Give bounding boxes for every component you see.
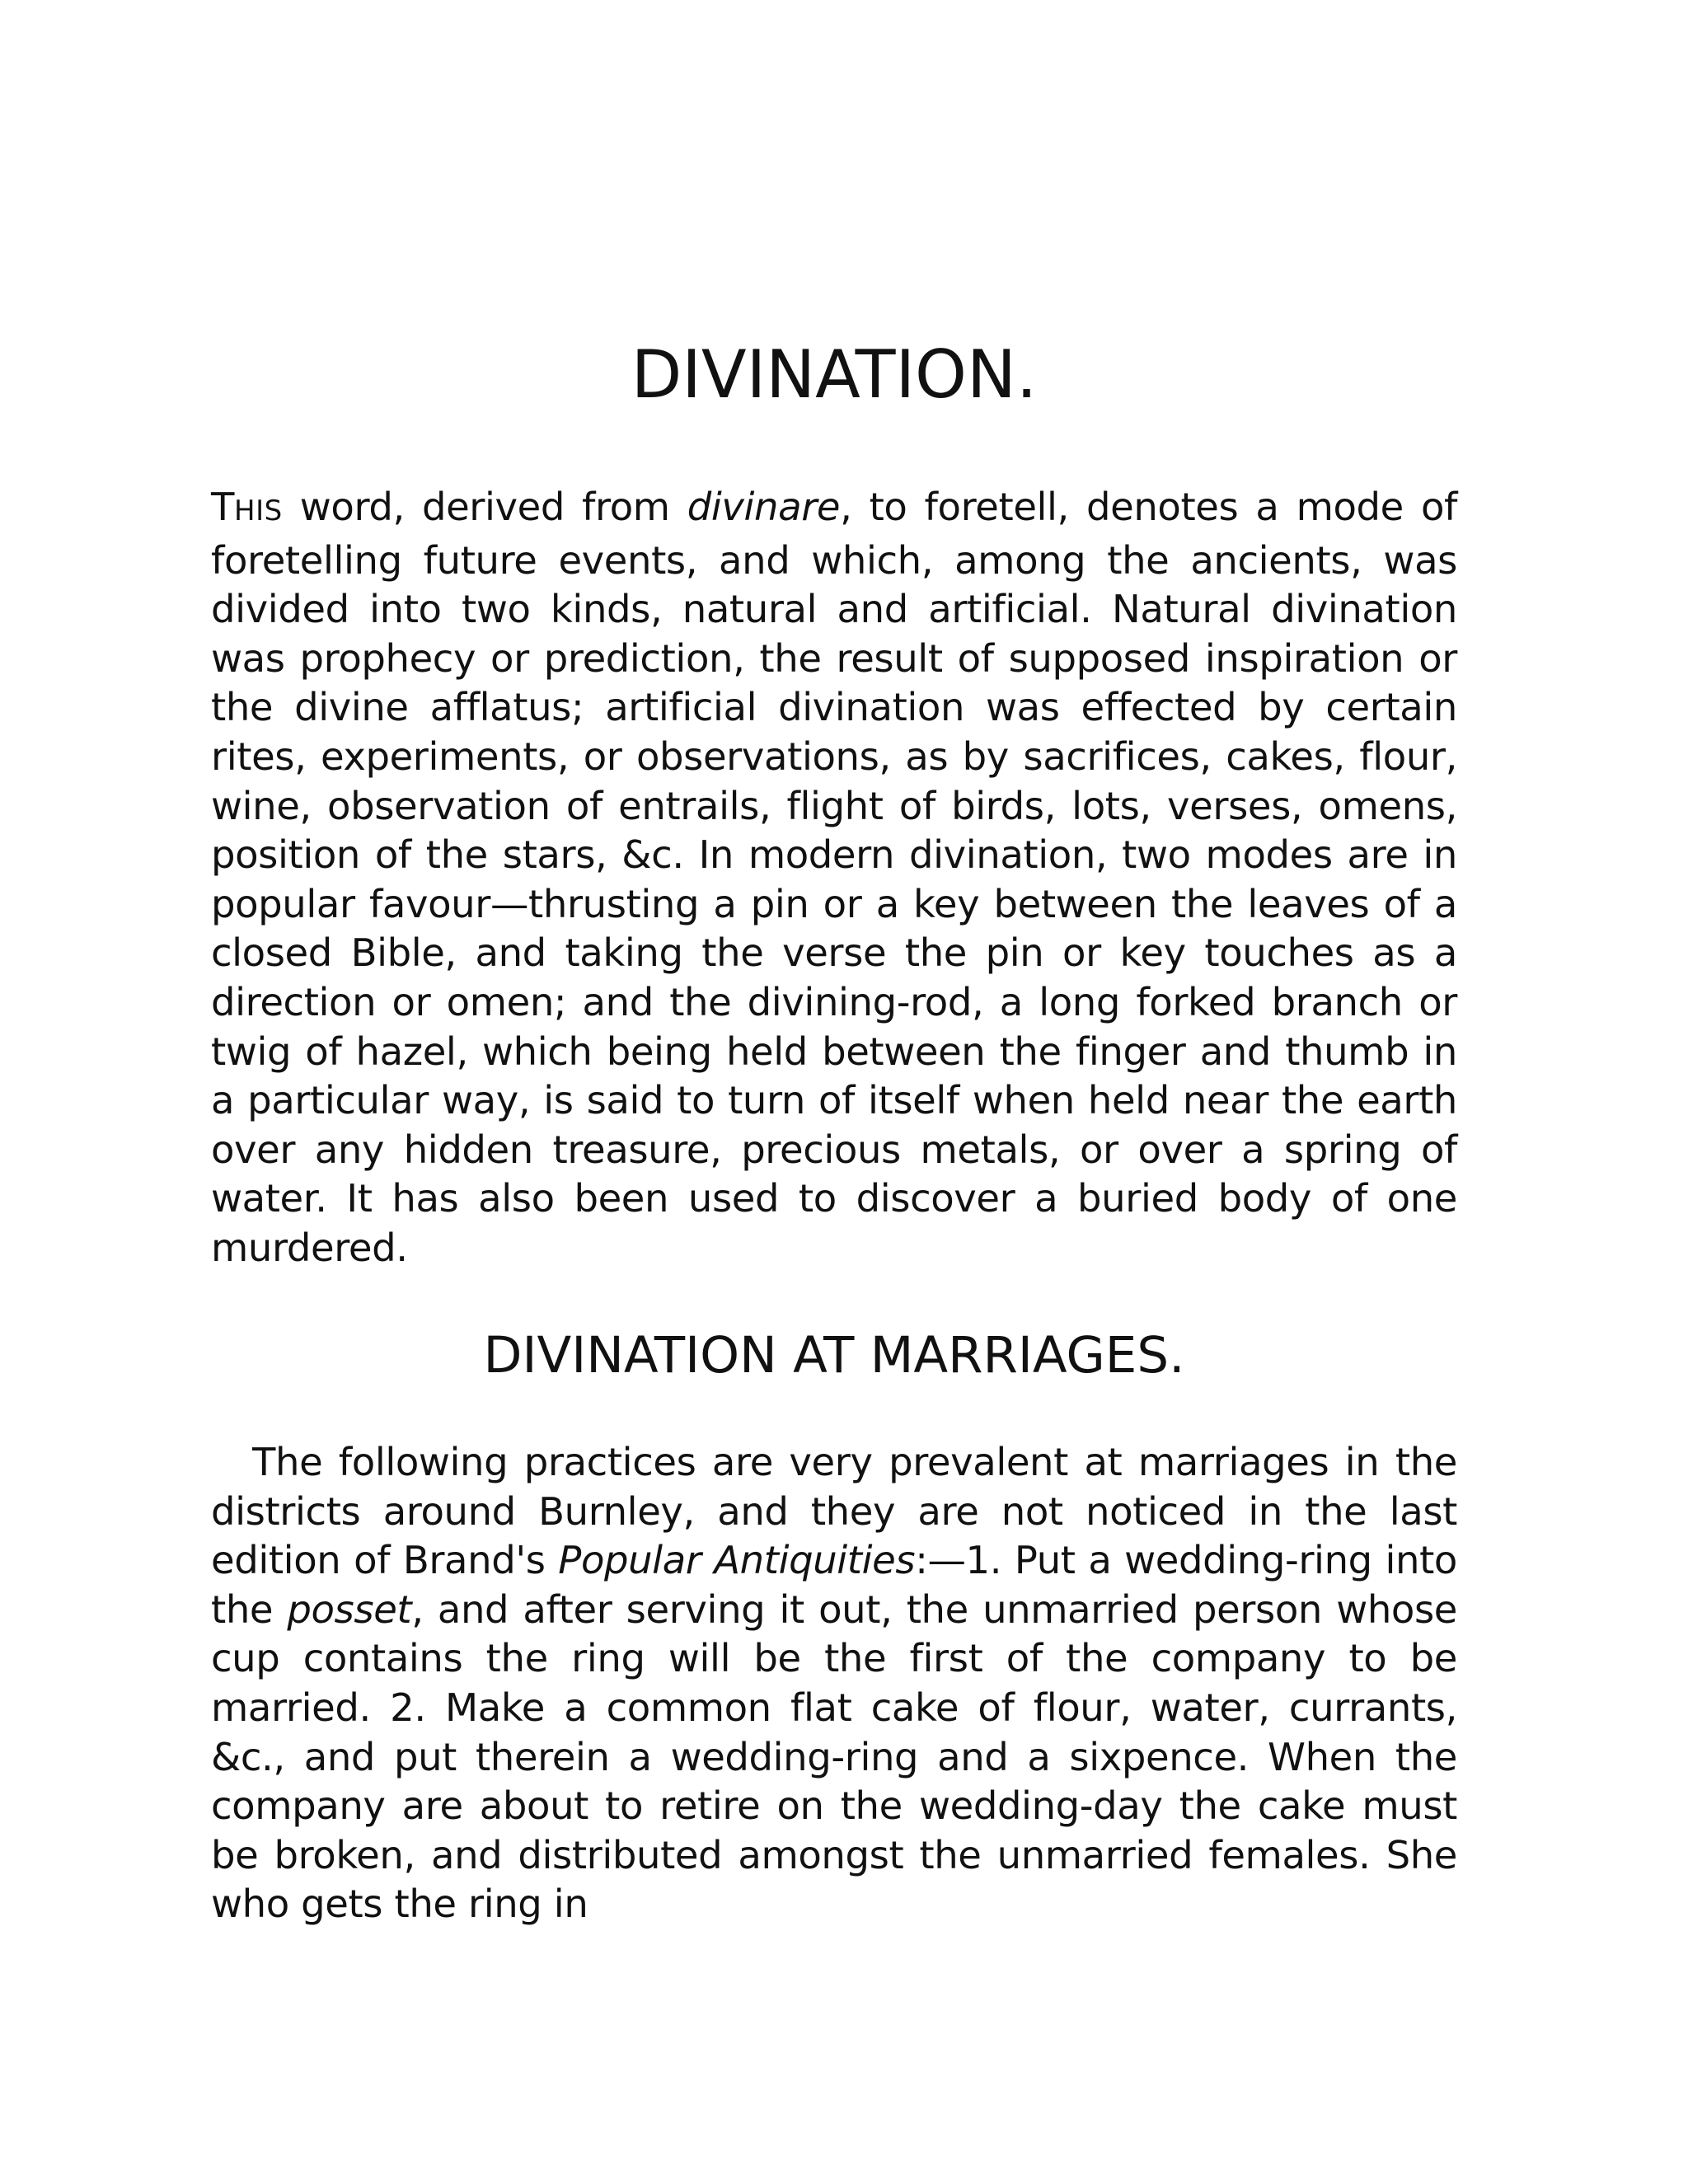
small-caps-text: HIS bbox=[234, 494, 283, 527]
drop-cap-letter: T bbox=[211, 485, 235, 529]
section-title-divination: DIVINATION. bbox=[631, 336, 1038, 413]
paragraph-text: , to foretell, denotes a mode of foretelling future events, and which, among the ancients, was divided into two kinds, natural and artificial. Natural divination was prophecy or prediction, the result of supposed inspiration or the divine afflatus; artificial divination was effected by certain rites, experiments, or observations, as by sacrifices, cakes, flour, wine, observation of entrails, flight of birds, lots, verses, omens, position of the stars, &c. In modern divination, two modes are in popular favour—thrusting a pin or a key between the leaves of a closed Bible, and taking the verse the pin or key touches as a direction or omen; and the divining-rod, a long forked branch or twig of hazel, which being held between the finger and thumb in a particular way, is said to turn of itself when held near the earth over any hidden treasure, precious metals, or over a spring of water. It has also been used to discover a buried body of one murdered. bbox=[211, 485, 1457, 1270]
paragraph-divination-at-marriages bbox=[211, 1438, 1457, 1929]
paragraph-text: word, derived from bbox=[282, 485, 687, 529]
italic-book-title: Popular Antiquities bbox=[558, 1538, 916, 1583]
italic-term-posset: posset bbox=[287, 1586, 412, 1632]
italic-term-divinare: divinare bbox=[687, 485, 841, 529]
paragraph-text: , and after serving it out, the unmarried person whose cup contains the ring will be the first of the company to be married. 2. Make a common flat cake of flour, water, currants, &c., and put therein a wedding-ring and a sixpence. When the company are about to retire on the wedding-day the cake must be broken, and distributed amongst the unmarried females. She who gets the ring in bbox=[211, 1586, 1457, 1927]
paragraph-text: The following practices are very prevalent at marriages in the districts around Burnley, and they are not noticed in the last edition of Brand's bbox=[211, 1440, 1457, 1583]
paragraph-text: :—1. Put a wedding-ring into the bbox=[211, 1538, 1457, 1632]
section-title-divination-at-marriages: DIVINATION AT MARRIAGES. bbox=[483, 1326, 1185, 1385]
paragraph-divination bbox=[211, 483, 1457, 1273]
